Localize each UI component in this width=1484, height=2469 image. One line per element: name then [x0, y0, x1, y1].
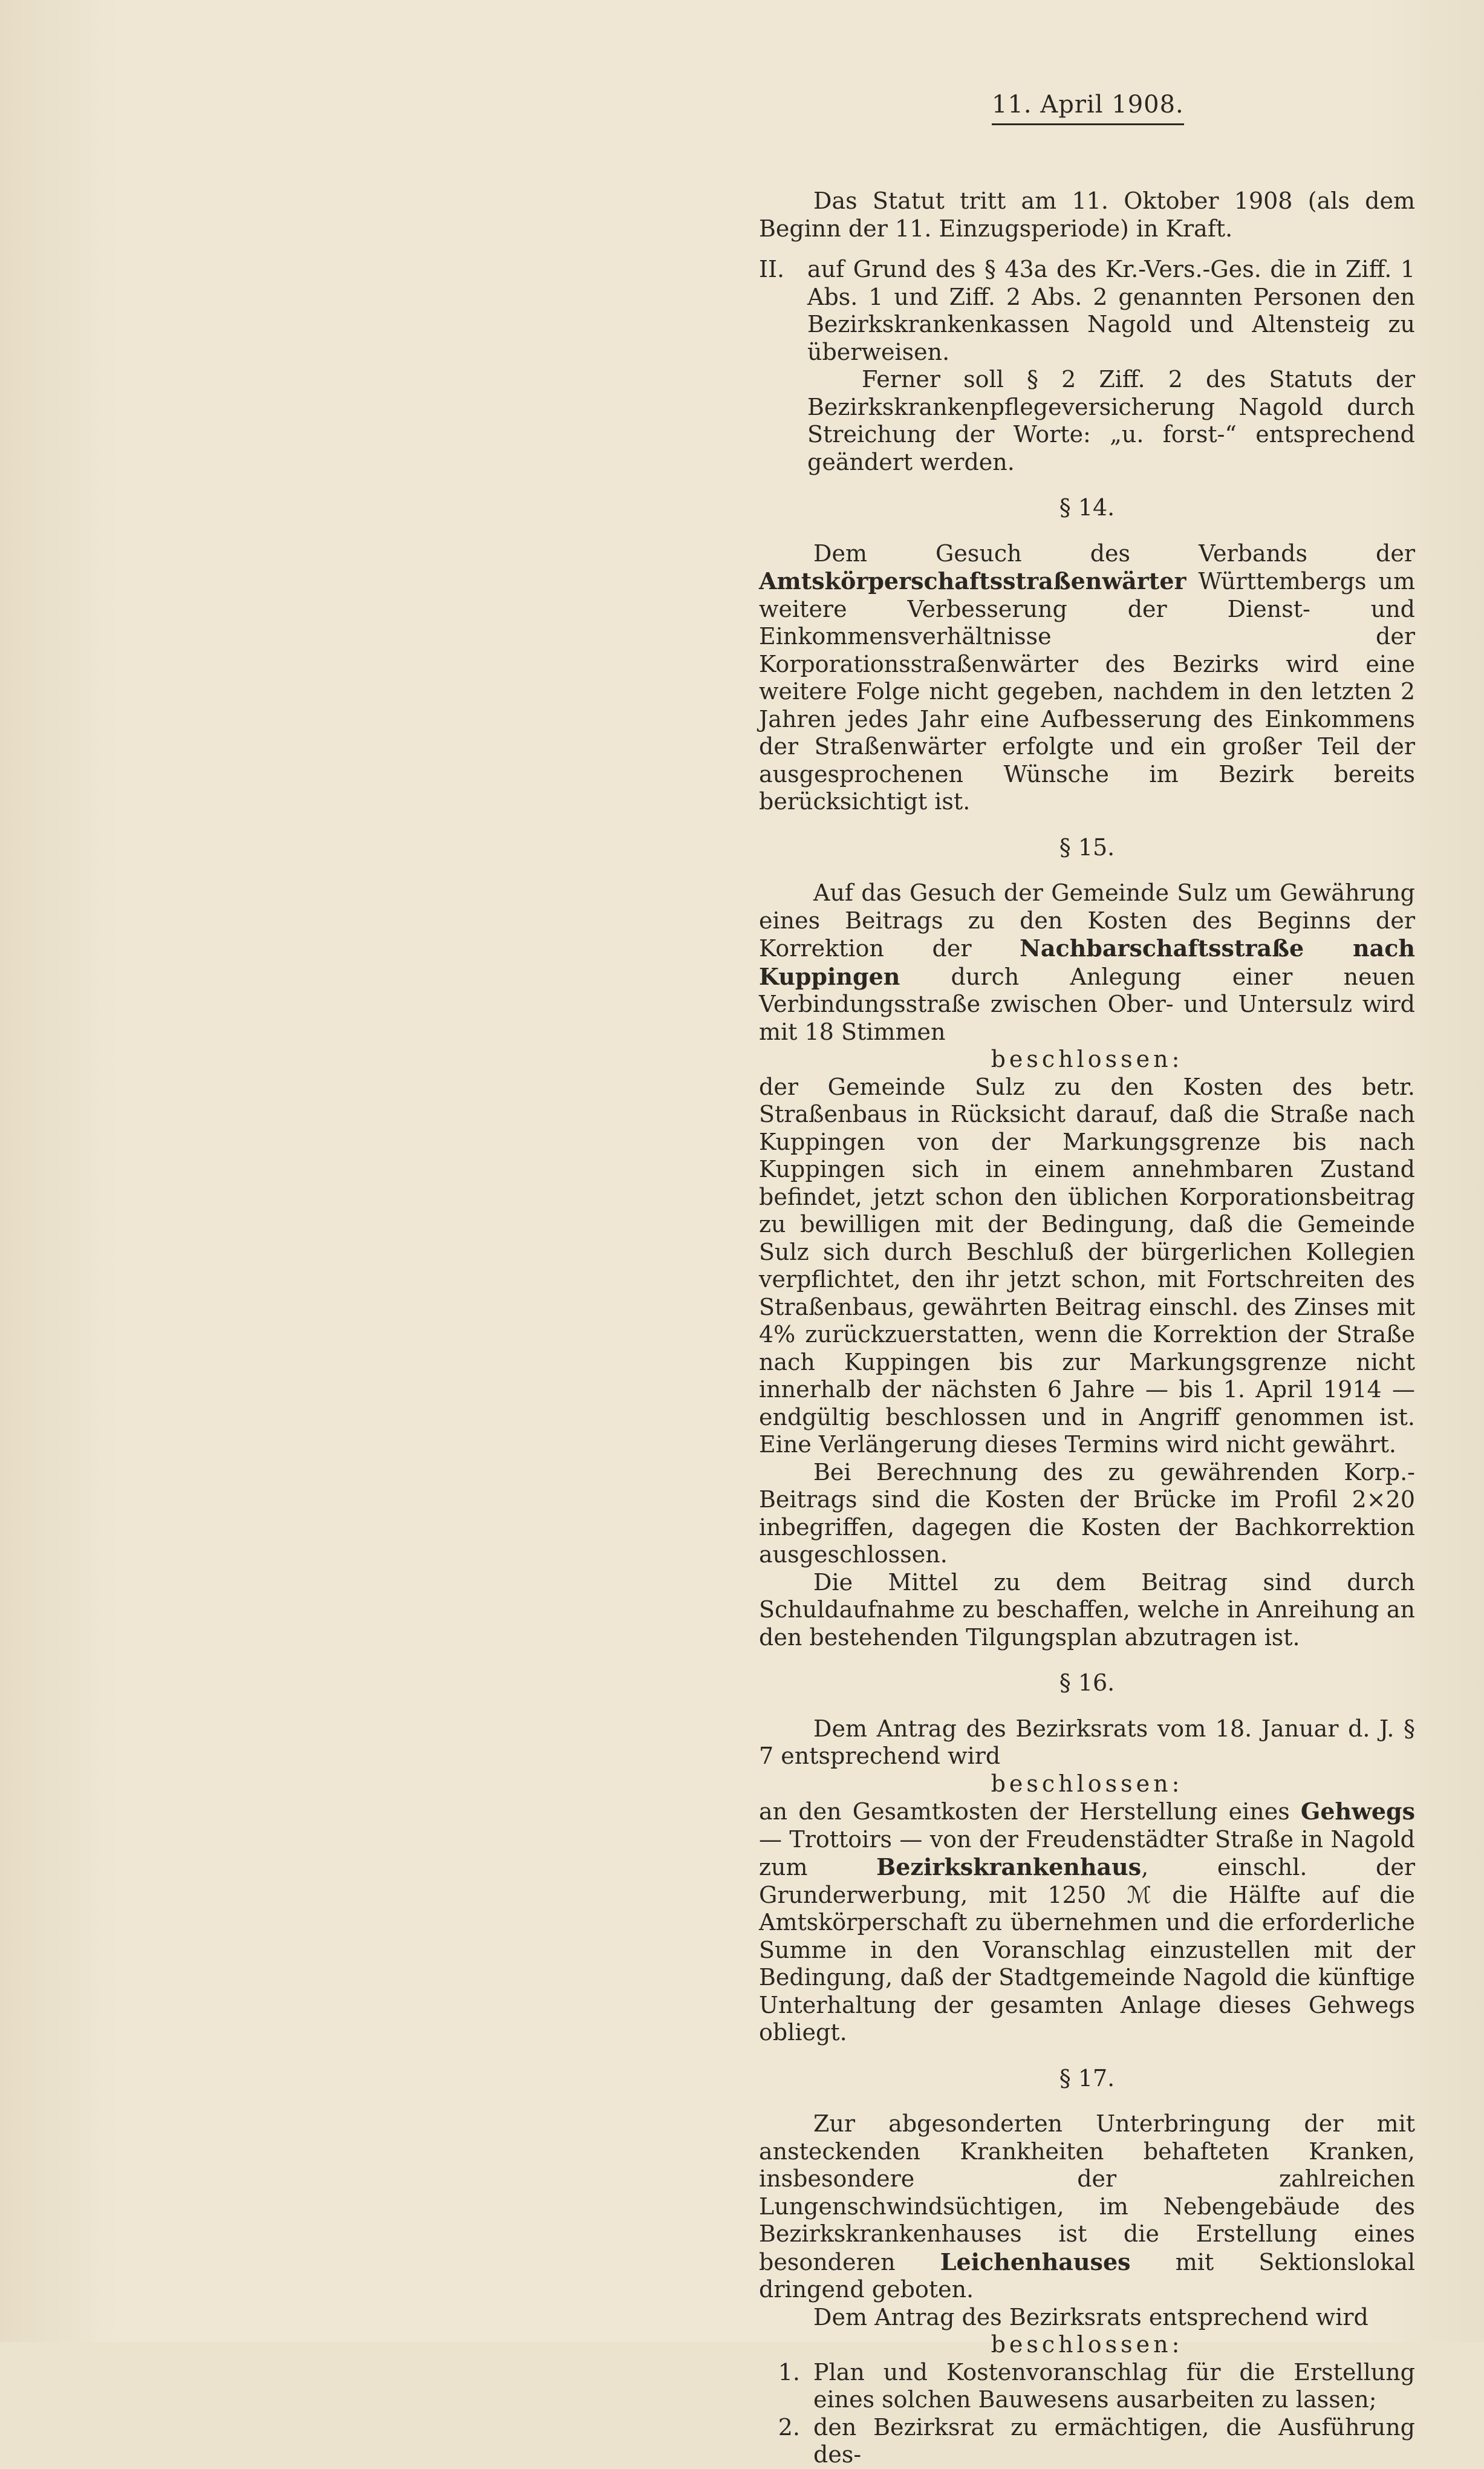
paragraph-17	[759, 2110, 1415, 2304]
paragraph-15-calculation: Bei Berechnung des zu gewährenden Korp.-Beitrags sind die Kosten der Brücke im Profil 2×20 inbegriffen, dagegen die Kosten der Bachkorrektion ausgeschlossen.	[759, 1458, 1415, 1568]
paragraph-statut: Das Statut tritt am 11. Oktober 1908 (als dem Beginn der 11. Einzugsperiode) in Kraft.	[759, 188, 1415, 242]
resolved-label-3: beschlossen:	[991, 2331, 1183, 2358]
paragraph-15-text-b: durch Anlegung einer neuen Verbindungsstraße zwischen Ober- und Untersulz wird mit 18 Stimmen	[759, 963, 1415, 1045]
paragraph-14-text-b: Württembergs um weitere Verbesserung der Dienst- und Einkommensverhältnisse der Korporationsstraßenwärter des Bezirks wird eine weitere Folge nicht gegeben, nachdem in den letzten 2 Jahren jedes Jahr eine Aufbesserung des Einkommens der Straßenwärter erfolgte und ein großer Teil der ausgesprochenen Wünsche im Bezirk bereits berücksichtigt ist.	[759, 568, 1415, 815]
paragraph-16-intro: Dem Antrag des Bezirksrats vom 18. Januar d. J. § 7 entsprechend wird	[759, 1715, 1415, 1769]
section-heading-16: § 16.	[1059, 1669, 1115, 1696]
list-item-2-number: 2.	[778, 2413, 800, 2441]
paragraph-16-text-c: , einschl. der Grunderwerbung, mit 1250 ℳ die Hälfte auf die Amtskörperschaft zu übernehmen und die erforderliche Summe in den Voranschlag einzustellen mit der Bedingung, daß der Stadtgemeinde Nagold die künftige Unterhaltung der gesamten Anlage dieses Gehwegs obliegt.	[759, 1854, 1415, 2046]
paragraph-17-bold: Leichenhauses	[940, 2248, 1131, 2275]
resolved-label-2: beschlossen:	[991, 1770, 1183, 1797]
paragraph-17-text-a: Zur abgesonderten Unterbringung der mit ansteckenden Krankheiten behafteten Kranken, insbesondere der zahlreichen Lungenschwindsüchtigen, im Nebengebäude des Bezirkskrankenhauses ist die Erstellung eines besonderen	[759, 2110, 1415, 2275]
paragraph-16-resolution	[759, 1798, 1415, 2047]
paragraph-17-motion: Dem Antrag des Bezirksrats entsprechend wird	[813, 2303, 1368, 2330]
paragraph-14	[759, 540, 1415, 816]
paragraph-ferner: Ferner soll § 2 Ziff. 2 des Statuts der Bezirkskrankenpflegeversicherung Nagold durch Streichung der Worte: „u. forst-“ entsprechend geändert werden.	[807, 366, 1415, 475]
paragraph-16-bold-b: Bezirkskrankenhaus	[876, 1853, 1142, 1880]
resolved-label-1: beschlossen:	[991, 1046, 1183, 1072]
paragraph-14-text-a: Dem Gesuch des Verbands der	[813, 540, 1415, 567]
paragraph-15-bold: Nachbarschaftsstraße nach Kuppingen	[759, 934, 1415, 990]
list-item-2-text: den Bezirksrat zu ermächtigen, die Ausführung des-	[813, 2413, 1415, 2468]
list-item-1-text: Plan und Kostenvoranschlag für die Erstellung eines solchen Bauwesens ausarbeiten zu lassen;	[813, 2358, 1415, 2413]
paragraph-14-bold: Amtskörperschaftsstraßenwärter	[759, 567, 1186, 595]
list-item-1	[759, 2359, 1415, 2414]
item-ii-number: II.	[759, 256, 785, 282]
item-ii-text: auf Grund des § 43a des Kr.-Vers.-Ges. die in Ziff. 1 Abs. 1 und Ziff. 2 Abs. 2 genannten Personen den Bezirkskrankenkassen Nagold und Altensteig zu überweisen.	[807, 256, 1415, 365]
list-item-2	[759, 2414, 1415, 2469]
item-ii	[759, 256, 1415, 366]
paragraph-15	[759, 879, 1415, 1046]
section-heading-17: § 17.	[1059, 2064, 1115, 2092]
paragraph-15-resolution: der Gemeinde Sulz zu den Kosten des betr. Straßenbaus in Rücksicht darauf, daß die Straße nach Kuppingen von der Markungsgrenze bis nach Kuppingen sich in einem annehmbaren Zustand befindet, jetzt schon den üblichen Korporationsbeitrag zu bewilligen mit der Bedingung, daß die Gemeinde Sulz sich durch Beschluß der bürgerlichen Kollegien verpflichtet, den ihr jetzt schon, mit Fortschreiten des Straßenbaus, gewährten Beitrag einschl. des Zinses mit 4% zurückzuerstatten, wenn die Korrektion der Straße nach Kuppingen bis zur Markungsgrenze nicht innerhalb der nächsten 6 Jahre — bis 1. April 1914 — endgültig beschlossen und in Angriff genommen ist. Eine Verlängerung dieses Termins wird nicht gewährt.	[759, 1073, 1415, 1458]
paragraph-17-text-b: mit Sektionslokal dringend geboten.	[759, 2248, 1416, 2303]
text-column	[759, 188, 1415, 2469]
paragraph-15-funds: Die Mittel zu dem Beitrag sind durch Schuldaufnahme zu beschaffen, welche in Anreihung an den bestehenden Tilgungsplan abzutragen ist.	[759, 1568, 1415, 1651]
page-header-date: 11. April 1908.	[992, 91, 1184, 125]
paragraph-15-text-a: Auf das Gesuch der Gemeinde Sulz um Gewährung eines Beitrags zu den Kosten des Beginns der Korrektion der	[759, 879, 1415, 962]
section-heading-15: § 15.	[1059, 833, 1115, 861]
paragraph-16-bold-a: Gehwegs	[1300, 1798, 1415, 1825]
paragraph-16-text-a: an den Gesamtkosten der Herstellung eines	[759, 1798, 1301, 1825]
paragraph-16-text-b: — Trottoirs — von der Freudenstädter Straße in Nagold zum	[759, 1825, 1415, 1880]
list-item-1-number: 1.	[778, 2358, 800, 2386]
section-heading-14: § 14.	[1059, 494, 1115, 521]
